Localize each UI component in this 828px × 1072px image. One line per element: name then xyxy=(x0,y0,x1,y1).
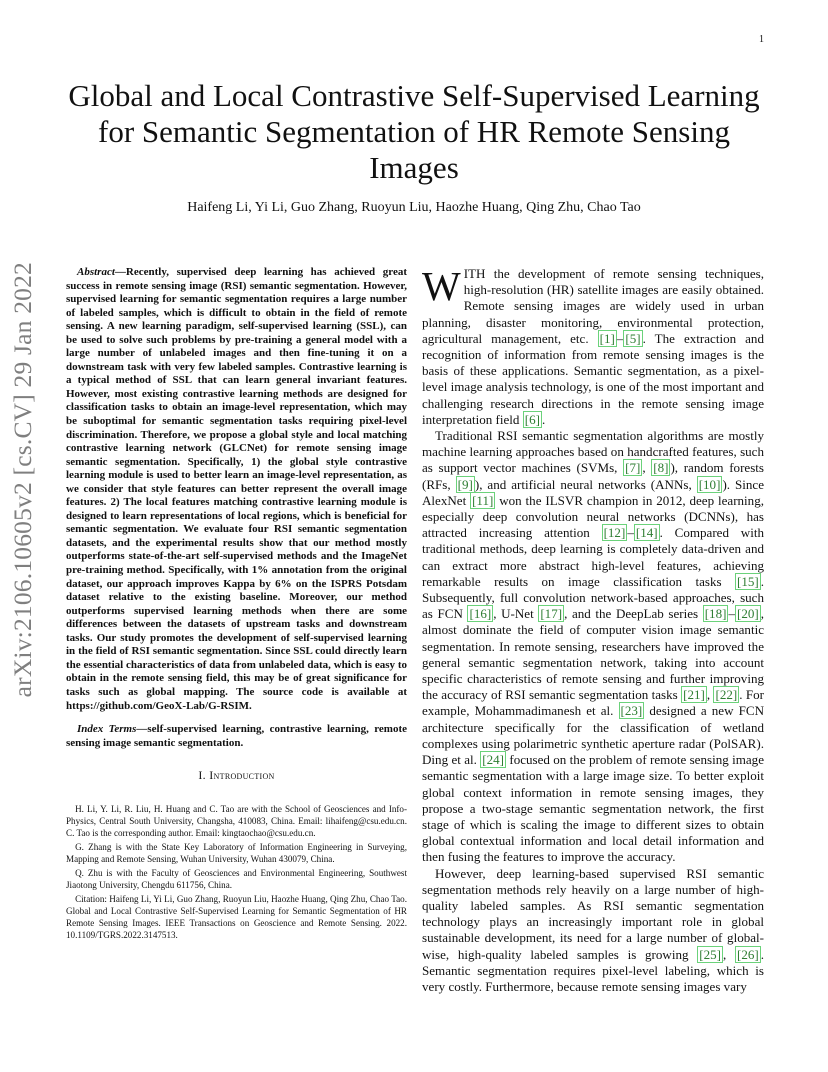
footnote-affiliation-swjtu: Q. Zhu is with the Faculty of Geosciences and Environmental Engineering, Southwest Jiaotong University, Chengdu 611756, China. xyxy=(66,868,407,891)
left-column xyxy=(66,266,407,943)
body-text: designed a new FCN architecture specifically for the classification of wetland complexes using polarimetric synthetic aperture radar (PolSAR). Ding et al. xyxy=(422,703,764,768)
citation-link[interactable]: [9] xyxy=(457,476,473,492)
body-text: . xyxy=(541,411,546,427)
citation-link[interactable]: [12] xyxy=(603,525,626,541)
abstract-label: Abstract xyxy=(77,266,115,278)
body-text: ITH the development of remote sensing techniques, high-resolution (HR) satellite images are easily obtained. Remote sensing images are widely used in urban planning, disaster monitoring, environmental protection, agricultural management, etc. xyxy=(422,266,764,346)
citation-link[interactable]: [24] xyxy=(482,752,504,768)
footnote-affiliation-whu: G. Zhang is with the State Key Laboratory of Information Engineering in Surveying, Mapping and Remote Sensing, Wuhan University, Wuhan 430079, China. xyxy=(66,842,407,865)
arxiv-stamp: arXiv:2106.10605v2 [cs.CV] 29 Jan 2022 xyxy=(8,262,37,698)
citation-link[interactable]: [15] xyxy=(736,573,759,589)
page-number: 1 xyxy=(759,34,764,45)
footnote-citation: Citation: Haifeng Li, Yi Li, Guo Zhang, Ruoyun Liu, Haozhe Huang, Qing Zhu, Chao Tao. Global and Local Contrastive Self-Supervised Learning for Semantic Segmentation of HR Remote Sensing Images. IEEE Transactions on Geoscience and Remote Sensing. 2022. 10.1109/TGRS.2022.3147513. xyxy=(66,894,407,941)
body-text: , xyxy=(706,687,714,703)
index-terms-label: Index Terms xyxy=(77,723,137,736)
citation-link[interactable]: [16] xyxy=(469,606,492,622)
citation-link[interactable]: [11] xyxy=(472,492,494,508)
citation-link[interactable]: [25] xyxy=(699,946,721,962)
body-text: However, deep learning-based supervised RSI semantic segmentation methods rely heavily on a large number of high-quality labeled samples. As RSI semantic segmentation technology plays an increasingly important role in global sustainable development, its need for a large number of global-wise, high-quality labeled samples is growing xyxy=(422,865,764,962)
footnote-affiliation-csu: H. Li, Y. Li, R. Liu, H. Huang and C. Tao are with the School of Geosciences and Info-Physics, Central South University, Changsha, 410083, China. Email: lihaifeng@csu.edu.cn. C. Tao is the corresponding author. Email: kingtaochao@csu.edu.cn. xyxy=(66,804,407,839)
body-text: , and the DeepLab series xyxy=(564,606,703,622)
citation-link[interactable]: [6] xyxy=(524,411,540,427)
intro-paragraph-3 xyxy=(422,866,764,996)
body-text: . Compared with traditional methods, deep learning is completely data-driven and can extract more abstract high-level features, achieving remarkable results on image classification tasks xyxy=(422,525,764,589)
citation-link[interactable]: [23] xyxy=(620,703,643,719)
index-terms-text: —self-supervised learning, contrastive learning, remote sensing image semantic segmentation. xyxy=(66,723,407,749)
body-text: focused on the problem of remote sensing image semantic segmentation with a large image size. To better exploit global context information in remote sensing images, they propose a two-stage semantic segmentation network, the first stage of which is scaling the image to different sizes to obtain global contextual information and local detail information and then fusing the features to improve the accuracy. xyxy=(422,752,764,865)
abstract-text: —Recently, supervised deep learning has achieved great success in remote sensing image (RSI) semantic segmentation. However, supervised learning for semantic segmentation requires a large number of labeled samples, which is difficult to obtain in the field of remote sensing. A new learning paradigm, self-supervised learning (SSL), can be used to solve such problems by pre-training a general model with a large number of unlabeled images and then fine-tuning it on a downstream task with very few labeled samples. Contrastive learning is a typical method of SSL that can learn general invariant features. However, most existing contrastive learning methods are designed for classification tasks to obtain an image-level representation, which may be suboptimal for semantic segmentation tasks requiring pixel-level discrimination. Therefore, we propose a global style and local matching contrastive learning network (GLCNet) for remote sensing image semantic segmentation. Specifically, 1) the global style contrastive learning module is used to better learn an image-level representation, as we consider that style features can better represent the overall image features. 2) The local features matching contrastive learning module is designed to learn representations of local regions, which is beneficial for semantic segmentation. We evaluate four RSI semantic segmentation datasets, and the experimental results show that our method mostly outperforms state-of-the-art self-supervised methods and the ImageNet pre-training method. Specifically, with 1% annotation from the original dataset, our approach improves Kappa by 6% on the ISPRS Potsdam dataset relative to the existing baseline. Moreover, our method outperforms supervised learning methods when there are some differences between the datasets of upstream tasks and downstream tasks. Our study promotes the development of self-supervised learning in the field of RSI semantic segmentation. Since SSL could directly learn the essential characteristics of data from unlabeled data, which is easy to obtain in the remote sensing field, this may be of great significance for tasks such as global mapping. The source code is available at https://github.com/GeoX-Lab/G-RSIM. xyxy=(66,266,407,712)
citation-link[interactable]: [1] xyxy=(599,330,615,346)
author-list: Haifeng Li, Yi Li, Guo Zhang, Ruoyun Liu, Haozhe Huang, Qing Zhu, Chao Tao xyxy=(187,200,641,215)
abstract xyxy=(66,266,407,713)
citation-link[interactable]: [17] xyxy=(540,606,563,622)
citation-link[interactable]: [14] xyxy=(635,525,658,541)
footnotes xyxy=(66,803,407,941)
citation-link[interactable]: [21] xyxy=(683,687,705,703)
right-column xyxy=(422,263,765,995)
body-text: Traditional RSI semantic segmentation algorithms are mostly machine learning approaches based on handcrafted features, such as support vector machines (SVMs, xyxy=(422,428,764,476)
citation-link[interactable]: [7] xyxy=(625,460,641,476)
intro-paragraph-2 xyxy=(422,428,764,865)
index-terms xyxy=(66,723,407,750)
body-text: – xyxy=(616,330,624,346)
body-text: ), random forests (RFs, xyxy=(422,460,764,492)
body-text: – xyxy=(728,606,735,622)
body-text: , almost dominate the field of computer vision image semantic segmentation. In remote sensing, researchers have improved the general semantic segmentation network, taking into account specific characteristics of remote sensing and further improving the accuracy of RSI semantic segmentation tasks xyxy=(422,606,764,703)
body-text: . The extraction and recognition of information from remote sensing images is the basis of these applications. Semantic segmentation, as a pixel-level image analysis technology, is one of the most important and challenging research directions in the remote sensing image interpretation field xyxy=(422,330,764,427)
body-text: won the ILSVR champion in 2012, deep learning, especially deep convolution neural networks (DCNNs), has attracted increasing attention xyxy=(422,492,764,541)
body-text: ), and artificial neural networks (ANNs, xyxy=(474,476,697,492)
body-text: , xyxy=(722,946,735,962)
body-text: . Subsequently, full convolution network-based approaches, such as FCN xyxy=(422,573,764,622)
body-text: . For example, Mohammadimanesh et al. xyxy=(422,687,764,719)
paper-title: Global and Local Contrastive Self-Supervised Learning for Semantic Segmentation of HR Remote Sensing Images xyxy=(68,78,760,185)
citation-link[interactable]: [26] xyxy=(736,946,759,962)
citation-link[interactable]: [20] xyxy=(736,606,759,622)
section-heading-introduction: I. Introduction xyxy=(198,768,275,783)
body-text: , xyxy=(642,460,652,476)
citation-link[interactable]: [5] xyxy=(625,330,641,346)
citation-link[interactable]: [10] xyxy=(698,476,721,492)
citation-link[interactable]: [8] xyxy=(653,460,669,476)
body-text: ). Since AlexNet xyxy=(422,476,765,508)
body-text: – xyxy=(627,525,634,541)
dropcap-letter: W xyxy=(422,263,461,309)
body-text: , U-Net xyxy=(493,606,539,622)
citation-link[interactable]: [18] xyxy=(704,606,727,622)
citation-link[interactable]: [22] xyxy=(715,687,738,703)
body-text: . Semantic segmentation requires pixel-level labeling, which is very costly. Furthermore, because remote sensing images vary xyxy=(422,946,764,994)
intro-paragraph-1 xyxy=(422,263,764,428)
